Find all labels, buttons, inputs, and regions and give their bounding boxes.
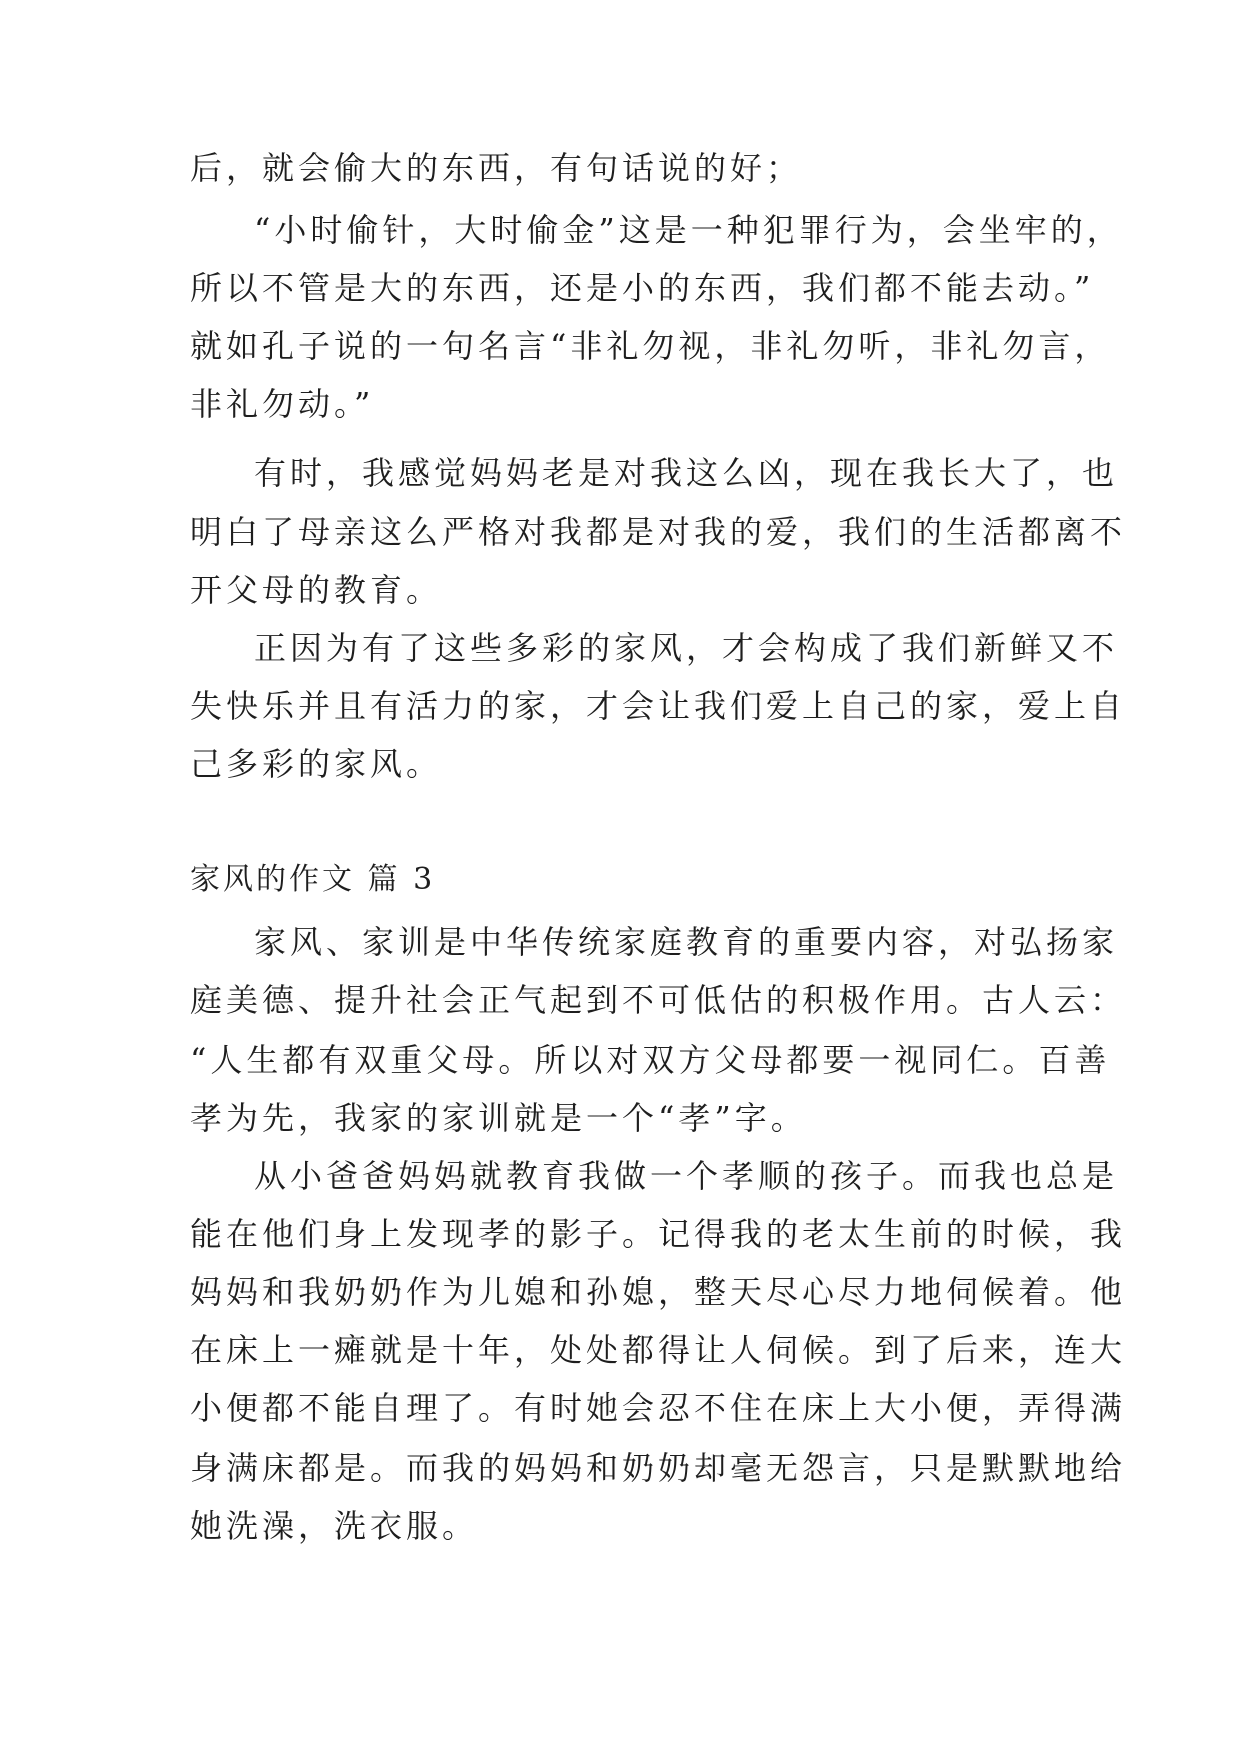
paragraph-line: 所以不管是大的东西，还是小的东西，我们都不能去动。” [190,269,1095,307]
paragraph-line: “小时偷针，大时偷金”这是一种犯罪行为，会坐牢的， [254,211,1123,249]
paragraph-line: 家风、家训是中华传统家庭教育的重要内容，对弘扬家 [254,923,1119,961]
paragraph-line: 开父母的教育。 [190,571,443,609]
paragraph-line: 明白了母亲这么严格对我都是对我的爱，我们的生活都离不 [190,513,1127,551]
paragraph-line: 庭美德、提升社会正气起到不可低估的积极作用。古人云： [190,981,1127,1019]
paragraph-line: 身满床都是。而我的妈妈和奶奶却毫无怨言，只是默默地给 [190,1449,1127,1487]
section-heading: 家风的作文 篇 3 [190,862,436,897]
paragraph-line: 孝为先，我家的家训就是一个“孝”字。 [190,1099,807,1137]
paragraph-line: 从小爸爸妈妈就教育我做一个孝顺的孩子。而我也总是 [254,1157,1119,1195]
paragraph-line: 有时，我感觉妈妈老是对我这么凶，现在我长大了，也 [254,454,1119,492]
paragraph-line: 正因为有了这些多彩的家风，才会构成了我们新鲜又不 [254,629,1119,667]
paragraph-line: 能在他们身上发现孝的影子。记得我的老太生前的时候，我 [190,1215,1127,1253]
paragraph-line: 就如孔子说的一句名言“非礼勿视，非礼勿听，非礼勿言， [190,327,1111,365]
paragraph-line: “人生都有双重父母。所以对双方父母都要一视同仁。百善 [190,1041,1111,1079]
paragraph-line: 在床上一瘫就是十年，处处都得让人伺候。到了后来，连大 [190,1331,1127,1369]
paragraph-line: 她洗澡，洗衣服。 [190,1507,479,1545]
paragraph-line: 后，就会偷大的东西，有句话说的好； [190,149,803,187]
paragraph-line: 小便都不能自理了。有时她会忍不住在床上大小便，弄得满 [190,1389,1127,1427]
paragraph-line: 妈妈和我奶奶作为儿媳和孙媳，整天尽心尽力地伺候着。他 [190,1273,1127,1311]
paragraph-line: 己多彩的家风。 [190,745,443,783]
paragraph-line: 失快乐并且有活力的家，才会让我们爱上自己的家，爱上自 [190,687,1127,725]
paragraph-line: 非礼勿动。” [190,385,375,423]
